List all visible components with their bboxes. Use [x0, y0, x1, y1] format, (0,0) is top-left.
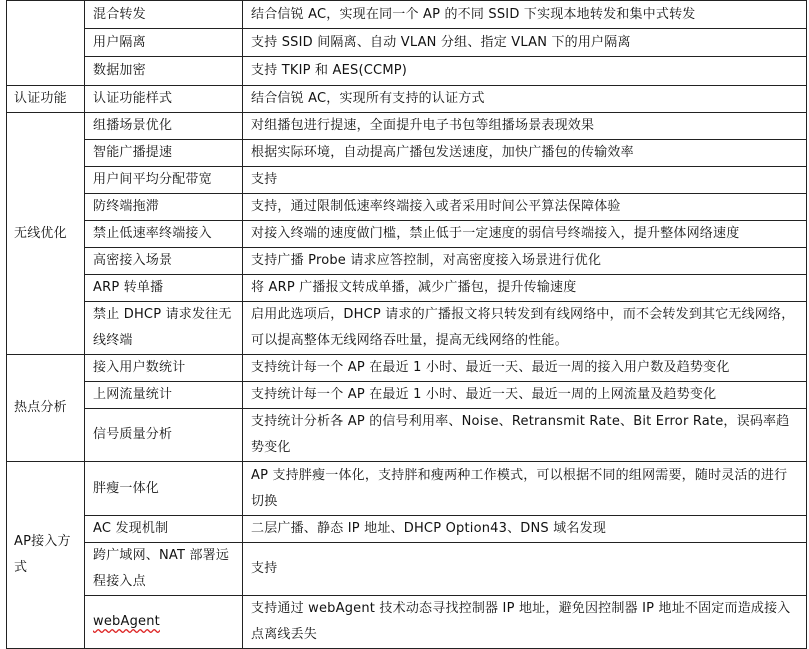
feature-cell: 防终端拖滞: [85, 194, 243, 221]
description-cell: 支持 SSID 间隔离、自动 VLAN 分组、指定 VLAN 下的用户隔离: [243, 29, 807, 57]
feature-cell: 混合转发: [85, 1, 243, 29]
table-row: [7, 86, 807, 113]
description-cell: 支持广播 Probe 请求应答控制，对高密度接入场景进行优化: [243, 248, 807, 275]
table-row: [7, 302, 807, 355]
description-cell: 支持统计分析各 AP 的信号利用率、Noise、Retransmit Rate、Bit Error Rate，误码率趋势变化: [243, 409, 807, 462]
table-row: [7, 248, 807, 275]
description-cell: 支持: [243, 543, 807, 596]
table-row: [7, 221, 807, 248]
feature-cell: 禁止 DHCP 请求发往无线终端: [85, 302, 243, 355]
description-cell: 支持，通过限制低速率终端接入或者采用时间公平算法保障体验: [243, 194, 807, 221]
description-cell: 结合信锐 AC，实现所有支持的认证方式: [243, 86, 807, 113]
feature-cell: 数据加密: [85, 57, 243, 86]
description-cell: 支持 TKIP 和 AES(CCMP): [243, 57, 807, 86]
description-cell: 对接入终端的速度做门槛，禁止低于一定速度的弱信号终端接入，提升整体网络速度: [243, 221, 807, 248]
feature-cell: 高密接入场景: [85, 248, 243, 275]
category-cell: AP接入方式: [7, 462, 85, 649]
webagent-label: webAgent: [93, 614, 160, 629]
category-cell: 认证功能: [7, 86, 85, 113]
description-cell: 支持: [243, 167, 807, 194]
table-row: [7, 596, 807, 649]
feature-spec-table: [6, 0, 807, 649]
feature-cell: 用户间平均分配带宽: [85, 167, 243, 194]
table-row: [7, 462, 807, 516]
feature-cell: 认证功能样式: [85, 86, 243, 113]
table-row: [7, 275, 807, 302]
feature-cell: 组播场景优化: [85, 113, 243, 140]
feature-cell: 禁止低速率终端接入: [85, 221, 243, 248]
description-cell: 支持统计每一个 AP 在最近 1 小时、最近一天、最近一周的接入用户数及趋势变化: [243, 355, 807, 382]
category-cell: 无线优化: [7, 113, 85, 355]
description-cell: 根据实际环境，自动提高广播包发送速度，加快广播包的传输效率: [243, 140, 807, 167]
category-cell: 热点分析: [7, 355, 85, 462]
description-cell: 支持通过 webAgent 技术动态寻找控制器 IP 地址，避免因控制器 IP 地址不固定而造成接入点离线丢失: [243, 596, 807, 649]
category-cell: [7, 1, 85, 86]
table-row: [7, 194, 807, 221]
feature-cell: 智能广播提速: [85, 140, 243, 167]
feature-cell: 用户隔离: [85, 29, 243, 57]
table-row: [7, 355, 807, 382]
description-cell: 启用此选项后，DHCP 请求的广播报文将只转发到有线网络中，而不会转发到其它无线网络，可以提高整体无线网络吞吐量，提高无线网络的性能。: [243, 302, 807, 355]
description-cell: 将 ARP 广播报文转成单播，减少广播包，提升传输速度: [243, 275, 807, 302]
feature-cell: 跨广域网、NAT 部署远程接入点: [85, 543, 243, 596]
table-row: [7, 167, 807, 194]
description-cell: AP 支持胖瘦一体化，支持胖和瘦两种工作模式，可以根据不同的组网需要，随时灵活的进行切换: [243, 462, 807, 516]
description-cell: 结合信锐 AC，实现在同一个 AP 的不同 SSID 下实现本地转发和集中式转发: [243, 1, 807, 29]
description-cell: 二层广播、静态 IP 地址、DHCP Option43、DNS 域名发现: [243, 516, 807, 543]
description-cell: 支持统计每一个 AP 在最近 1 小时、最近一天、最近一周的上网流量及趋势变化: [243, 382, 807, 409]
feature-cell: 信号质量分析: [85, 409, 243, 462]
description-cell: 对组播包进行提速，全面提升电子书包等组播场景表现效果: [243, 113, 807, 140]
table-row: [7, 113, 807, 140]
table-row: [7, 516, 807, 543]
table-row: [7, 382, 807, 409]
feature-cell: ARP 转单播: [85, 275, 243, 302]
table-row: [7, 543, 807, 596]
table-row: [7, 1, 807, 29]
feature-cell: 接入用户数统计: [85, 355, 243, 382]
feature-cell: 胖瘦一体化: [85, 462, 243, 516]
feature-cell: [85, 596, 243, 649]
table-row: [7, 409, 807, 462]
feature-cell: AC 发现机制: [85, 516, 243, 543]
table-row: [7, 140, 807, 167]
table-row: [7, 29, 807, 57]
table-row: [7, 57, 807, 86]
feature-cell: 上网流量统计: [85, 382, 243, 409]
